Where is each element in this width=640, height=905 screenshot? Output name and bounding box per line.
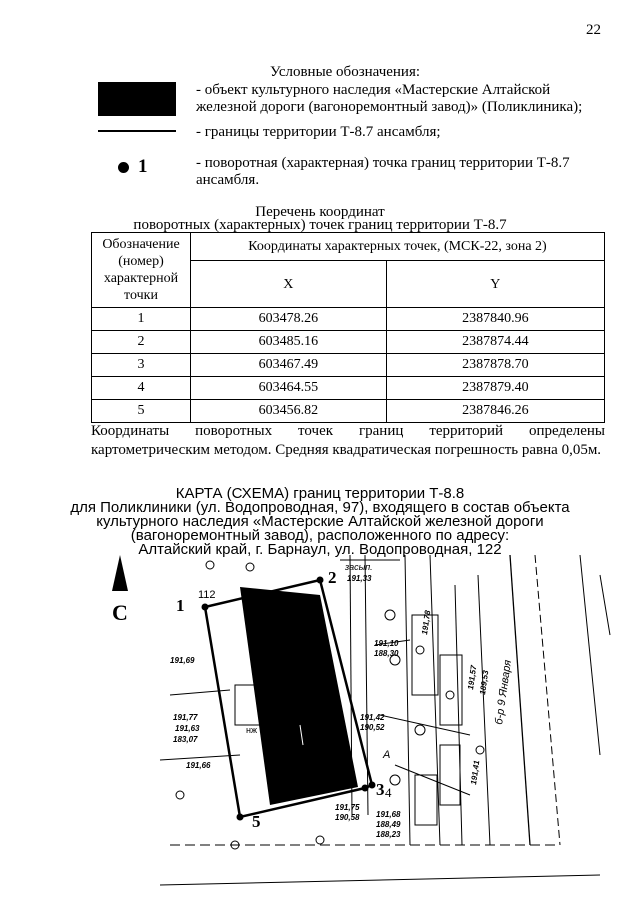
point-label-5: 5 <box>252 812 261 831</box>
table-subtitle: поворотных (характерных) точек границ территории Т-8.7 <box>133 217 507 233</box>
north-arrow-icon <box>112 555 128 591</box>
turning-point-swatch <box>118 162 129 173</box>
elevation-label: 191,75 <box>335 803 360 812</box>
map-number-112: 112 <box>198 589 216 601</box>
point-label-1: 1 <box>176 596 185 615</box>
legend-item-border <box>196 124 441 141</box>
north-label: С <box>112 600 128 625</box>
y-value: 2387846.26 <box>386 400 604 423</box>
elevation-label: 190,52 <box>360 723 385 732</box>
map-label-nzh: нж <box>246 725 257 735</box>
elevation-label: 191,63 <box>175 724 200 733</box>
point-number: 4 <box>92 377 191 400</box>
heritage-object-swatch <box>98 82 176 116</box>
point-number: 5 <box>92 400 191 423</box>
table-row <box>92 400 605 423</box>
point-number: 3 <box>92 354 191 377</box>
legend-item-heritage <box>196 82 582 116</box>
x-value: 603485.16 <box>191 331 387 354</box>
header-text: характерной <box>103 271 179 286</box>
coords-header: Координаты характерных точек, (МСК-22, зона 2) <box>191 233 605 261</box>
page-number: 22 <box>586 22 601 38</box>
table-row <box>92 331 605 354</box>
table-title: Перечень координат <box>255 204 385 220</box>
legend-item-text: ансамбля. <box>196 172 260 188</box>
elevation-label: 188,30 <box>374 649 399 658</box>
x-value: 603456.82 <box>191 400 387 423</box>
elevation-label: 191,68 <box>376 810 401 819</box>
designation-header <box>92 233 191 308</box>
map-label-a: A <box>383 749 391 761</box>
point-number: 2 <box>92 331 191 354</box>
accuracy-note: Координаты поворотных точек границ территорий определены картометрическим методом. Средняя квадратическая погрешность равна 0,05м. <box>91 423 605 458</box>
legend-item-text: - поворотная (характерная) точка границ территории Т-8.7 <box>196 155 570 171</box>
elevation-label: 191,42 <box>360 713 385 722</box>
elevation-label: 191,77 <box>173 713 198 722</box>
elevation-label: 191,10 <box>374 639 399 648</box>
legend-item-text: - объект культурного наследия «Мастерские Алтайской <box>196 82 551 98</box>
map-address: Алтайский край, г. Барнаул, ул. Водопроводная, 122 <box>138 541 502 558</box>
x-value: 603464.55 <box>191 377 387 400</box>
y-value: 2387874.44 <box>386 331 604 354</box>
x-header: X <box>191 261 387 308</box>
elevation-label: 183,07 <box>173 735 198 744</box>
elevation-label: 191,69 <box>170 656 195 665</box>
coordinates-table <box>91 232 605 423</box>
map-label-zasyp: засып. <box>345 562 373 572</box>
map-subtitle: для Поликлиники (ул. Водопроводная, 97), входящего в состав объекта <box>70 499 570 516</box>
map-title: КАРТА (СХЕМА) границ территории Т-8.8 <box>175 485 465 502</box>
legend-item-text: - границы территории Т-8.7 ансамбля; <box>196 124 441 140</box>
elevation-label: 189,53 <box>478 669 491 696</box>
table-row <box>92 354 605 377</box>
legend-item-text: железной дороги (вагоноремонтный завод)» (Поликлиника); <box>196 99 583 115</box>
map-subtitle: культурного наследия «Мастерские Алтайской железной дороги <box>96 513 544 530</box>
turning-point-swatch-label: 1 <box>138 156 148 177</box>
elevation-label: 191,57 <box>466 664 479 691</box>
x-value: 603478.26 <box>191 308 387 331</box>
territory-map <box>0 555 640 900</box>
header-text: Обозначение <box>102 237 180 252</box>
legend-title: Условные обозначения: <box>270 64 421 80</box>
elevation-label: 190,58 <box>335 813 360 822</box>
y-value: 2387840.96 <box>386 308 604 331</box>
legend-item-point <box>196 155 570 189</box>
y-value: 2387878.70 <box>386 354 604 377</box>
point-label-2: 2 <box>328 568 337 587</box>
street-name: б-р 9 Января <box>493 659 515 726</box>
y-value: 2387879.40 <box>386 377 604 400</box>
elevation-label: 191,33 <box>347 574 372 583</box>
header-text: (номер) <box>118 254 164 269</box>
elevation-label: 188,49 <box>376 820 401 829</box>
header-text: точки <box>124 288 158 303</box>
elevation-label: 191,41 <box>469 759 482 786</box>
y-header: Y <box>386 261 604 308</box>
map-subtitle: (вагоноремонтный завод), расположенного по адресу: <box>130 527 510 544</box>
elevation-label: 191,78 <box>420 609 433 636</box>
x-value: 603467.49 <box>191 354 387 377</box>
point-label-3: 3 <box>376 780 385 799</box>
elevation-label: 188,23 <box>376 830 401 839</box>
elevation-label: 191,66 <box>186 761 211 770</box>
table-row <box>92 308 605 331</box>
table-row <box>92 377 605 400</box>
point-number: 1 <box>92 308 191 331</box>
heritage-building <box>240 587 358 805</box>
point-label-4: 4 <box>385 785 392 800</box>
territory-border-swatch <box>98 130 176 132</box>
